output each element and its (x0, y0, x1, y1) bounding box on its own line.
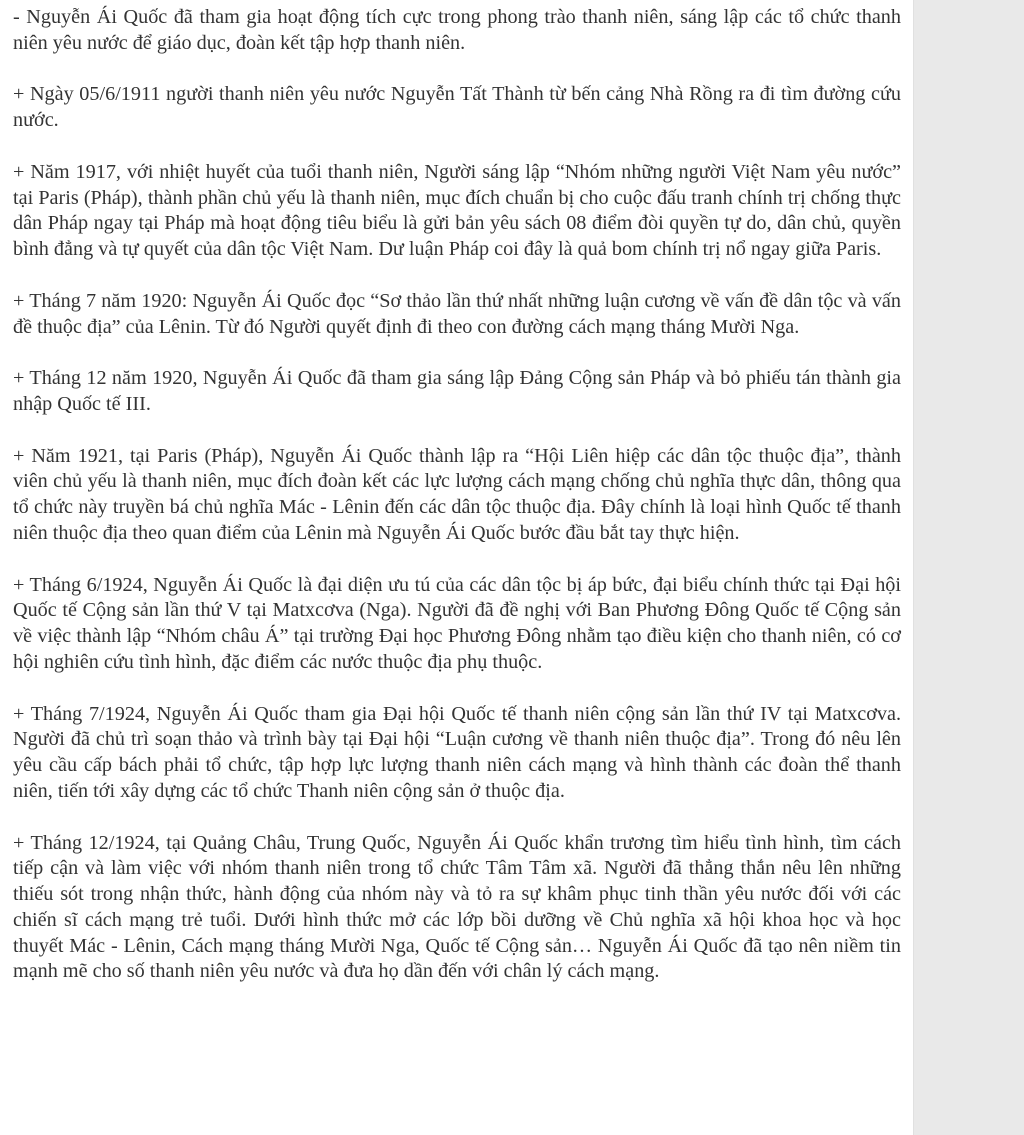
paragraph-july-1920: + Tháng 7 năm 1920: Nguyễn Ái Quốc đọc “Sơ thảo lần thứ nhất những luận cương về vấn đề dân tộc và vấn đề thuộc địa” của Lênin. Từ đó Người quyết định đi theo con đường cách mạng tháng Mười Nga. (13, 289, 901, 338)
side-margin (915, 0, 1024, 1135)
paragraph-december-1924: + Tháng 12/1924, tại Quảng Châu, Trung Quốc, Nguyễn Ái Quốc khẩn trương tìm hiểu tình hình, tìm cách tiếp cận và làm việc với nhóm thanh niên trong tổ chức Tâm Tâm xã. Người đã thẳng thắn nêu lên những thiếu sót trong nhận thức, hành động của nhóm này và tỏ ra sự khâm phục tinh thần yêu nước đối với các chiến sĩ cách mạng trẻ tuổi. Dưới hình thức mở các lớp bồi dưỡng về Chủ nghĩa xã hội khoa học và học thuyết Mác - Lênin, Cách mạng tháng Mười Nga, Quốc tế Cộng sản… Nguyễn Ái Quốc đã tạo nên niềm tin mạnh mẽ cho số thanh niên yêu nước và đưa họ dần đến với chân lý cách mạng. (13, 831, 901, 983)
paragraph-1911: + Ngày 05/6/1911 người thanh niên yêu nước Nguyễn Tất Thành từ bến cảng Nhà Rồng ra đi tìm đường cứu nước. (13, 83, 901, 132)
paragraph-june-1924: + Tháng 6/1924, Nguyễn Ái Quốc là đại diện ưu tú của các dân tộc bị áp bức, đại biểu chính thức tại Đại hội Quốc tế Cộng sản lần thứ V tại Matxcơva (Nga). Người đã đề nghị với Ban Phương Đông Quốc tế Cộng sản về việc thành lập “Nhóm châu Á” tại trường Đại học Phương Đông nhằm tạo điều kiện cho thanh niên, có cơ hội nghiên cứu tình hình, đặc điểm các nước thuộc địa phụ thuộc. (13, 573, 901, 673)
paragraph-december-1920: + Tháng 12 năm 1920, Nguyễn Ái Quốc đã tham gia sáng lập Đảng Cộng sản Pháp và bỏ phiếu tán thành gia nhập Quốc tế III. (13, 367, 901, 415)
paragraph-intro: - Nguyễn Ái Quốc đã tham gia hoạt động tích cực trong phong trào thanh niên, sáng lập các tổ chức thanh niên yêu nước để giáo dục, đoàn kết tập hợp thanh niên. (13, 6, 901, 54)
paragraph-july-1924: + Tháng 7/1924, Nguyễn Ái Quốc tham gia Đại hội Quốc tế thanh niên cộng sản lần thứ IV tại Matxcơva. Người đã chủ trì soạn thảo và trình bày tại Đại hội “Luận cương về thanh niên thuộc địa”. Trong đó nêu lên yêu cầu cấp bách phải tổ chức, tập hợp lực lượng thanh niên cách mạng và hình thành các đoàn thể thanh niên, tiến tới xây dựng các tổ chức Thanh niên cộng sản ở thuộc địa. (13, 702, 901, 802)
document-content (13, 5, 901, 985)
paragraph-1921: + Năm 1921, tại Paris (Pháp), Nguyễn Ái Quốc thành lập ra “Hội Liên hiệp các dân tộc thuộc địa”, thành viên chủ yếu là thanh niên, mục đích đoàn kết các lực lượng cách mạng chống chủ nghĩa thực dân, thông qua tổ chức này truyền bá chủ nghĩa Mác - Lênin đến các dân tộc thuộc địa. Đây chính là loại hình Quốc tế thanh niên thuộc địa theo quan điểm của Lênin mà Nguyễn Ái Quốc bước đầu bắt tay thực hiện. (13, 444, 901, 544)
paragraph-1917: + Năm 1917, với nhiệt huyết của tuổi thanh niên, Người sáng lập “Nhóm những người Việt Nam yêu nước” tại Paris (Pháp), thành phần chủ yếu là thanh niên, mục đích chuẩn bị cho cuộc đấu tranh chính trị chống thực dân Pháp ngay tại Pháp mà hoạt động tiêu biểu là gửi bản yêu sách 08 điểm đòi quyền tự do, dân chủ, quyền bình đẳng và tự quyết của dân tộc Việt Nam. Dư luận Pháp coi đây là quả bom chính trị nổ ngay giữa Paris. (13, 160, 901, 261)
